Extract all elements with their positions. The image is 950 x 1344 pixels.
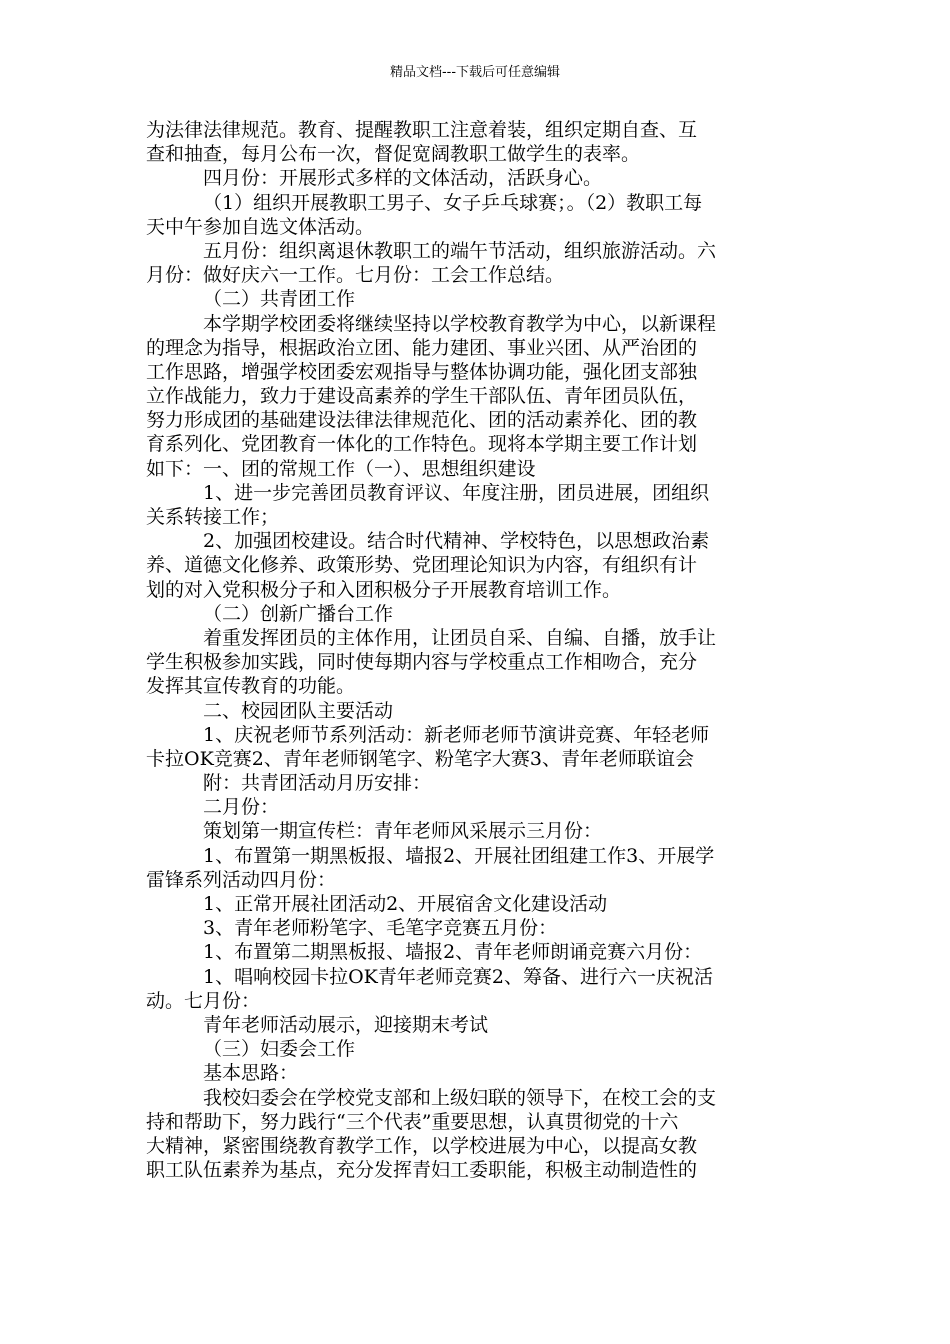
text-line: 持和帮助下，努力践行“三个代表”重要思想，认真贯彻党的十六: [146, 1110, 679, 1133]
text-line: 3、青年老师粉笔字、毛笔字竞赛五月份：: [203, 917, 558, 940]
text-line: 大精神，紧密围绕教育教学工作，以学校进展为中心，以提高女教: [146, 1134, 698, 1157]
text-line: 查和抽查，每月公布一次，督促宽阔教职工做学生的表率。: [146, 143, 641, 166]
text-line: 学生积极参加实践，同时使每期内容与学校重点工作相吻合，充分: [146, 651, 698, 674]
text-line: 四月份：开展形式多样的文体活动，活跃身心。: [203, 167, 603, 190]
text-line: 发挥其宣传教育的功能。: [146, 675, 356, 698]
text-line: 二、校园团队主要活动: [203, 699, 394, 722]
text-line: 策划第一期宣传栏：青年老师风采展示三月份：: [203, 820, 603, 843]
text-line: 养、道德文化修养、政策形势、党团理论知识为内容，有组织有计: [146, 554, 698, 577]
text-line: 如下：一、团的常规工作（一）、思想组织建设: [146, 457, 536, 480]
text-line: 的理念为指导，根据政治立团、能力建团、事业兴团、从严治团的: [146, 336, 698, 359]
text-line: 为法律法律规范。教育、提醒教职工注意着装，组织定期自查、互: [146, 119, 698, 141]
text-line: （二）创新广播台工作: [203, 602, 394, 625]
text-line: 青年老师活动展示，迎接期末考试: [203, 1013, 489, 1036]
text-line: 五月份：组织离退休教职工的端午节活动，组织旅游活动。六: [203, 239, 717, 262]
text-line: 划的对入党积极分子和入团积极分子开展教育培训工作。: [146, 578, 622, 601]
text-line: 本学期学校团委将继续坚持以学校教育教学为中心，以新课程: [203, 312, 717, 335]
text-line: 卡拉OK竞赛2、青年老师钢笔字、粉笔字大赛3、青年老师联谊会: [146, 747, 694, 770]
text-line: 附：共青团活动月历安排：: [203, 772, 432, 795]
text-line: （1）组织开展教职工男子、女子乒乓球赛；。（2）教职工每: [203, 191, 703, 214]
text-line: 立作战能力，致力于建设高素养的学生干部队伍、青年团员队伍，: [146, 385, 698, 408]
page-header: 精品文档---下载后可任意编辑: [389, 65, 561, 80]
text-line: 关系转接工作；: [146, 506, 280, 528]
text-line: 基本思路：: [203, 1062, 299, 1085]
text-line: 职工队伍素养为基点，充分发挥青妇工委职能，积极主动制造性的: [146, 1159, 698, 1182]
text-line: 二月份：: [203, 796, 280, 819]
text-line: 育系列化、党团教育一体化的工作特色。现将本学期主要工作计划: [146, 433, 698, 456]
text-line: 1、唱响校园卡拉OK青年老师竞赛2、筹备、进行六一庆祝活: [203, 965, 713, 988]
text-line: 我校妇委会在学校党支部和上级妇联的领导下，在校工会的支: [203, 1086, 717, 1109]
text-line: 月份：做好庆六一工作。七月份：工会工作总结。: [146, 264, 565, 287]
text-line: 努力形成团的基础建设法律法律规范化、团的活动素养化、团的教: [146, 409, 698, 432]
text-line: 1、进一步完善团员教育评议、年度注册，团员进展，团组织: [203, 481, 710, 504]
text-line: 动。七月份：: [146, 989, 261, 1012]
text-line: 1、布置第二期黑板报、墙报2、青年老师朗诵竞赛六月份：: [203, 941, 703, 964]
text-line: 雷锋系列活动四月份：: [146, 868, 337, 891]
text-line: 1、正常开展社团活动2、开展宿舍文化建设活动: [203, 893, 608, 915]
text-line: 着重发挥团员的主体作用，让团员自采、自编、自播，放手让: [203, 626, 717, 649]
text-line: 1、布置第一期黑板报、墙报2、开展社团组建工作3、开展学: [203, 844, 715, 867]
text-line: 天中午参加自选文体活动。: [146, 215, 375, 238]
text-line: （三）妇委会工作: [203, 1038, 356, 1061]
text-line: 工作思路，增强学校团委宏观指导与整体协调功能，强化团支部独: [146, 360, 698, 383]
text-line: 1、庆祝老师节系列活动：新老师老师节演讲竞赛、年轻老师: [203, 723, 710, 746]
document-body: [146, 118, 808, 1182]
text-line: 2、加强团校建设。结合时代精神、学校特色，以思想政治素: [203, 530, 710, 553]
text-line: （二）共青团工作: [203, 288, 356, 311]
